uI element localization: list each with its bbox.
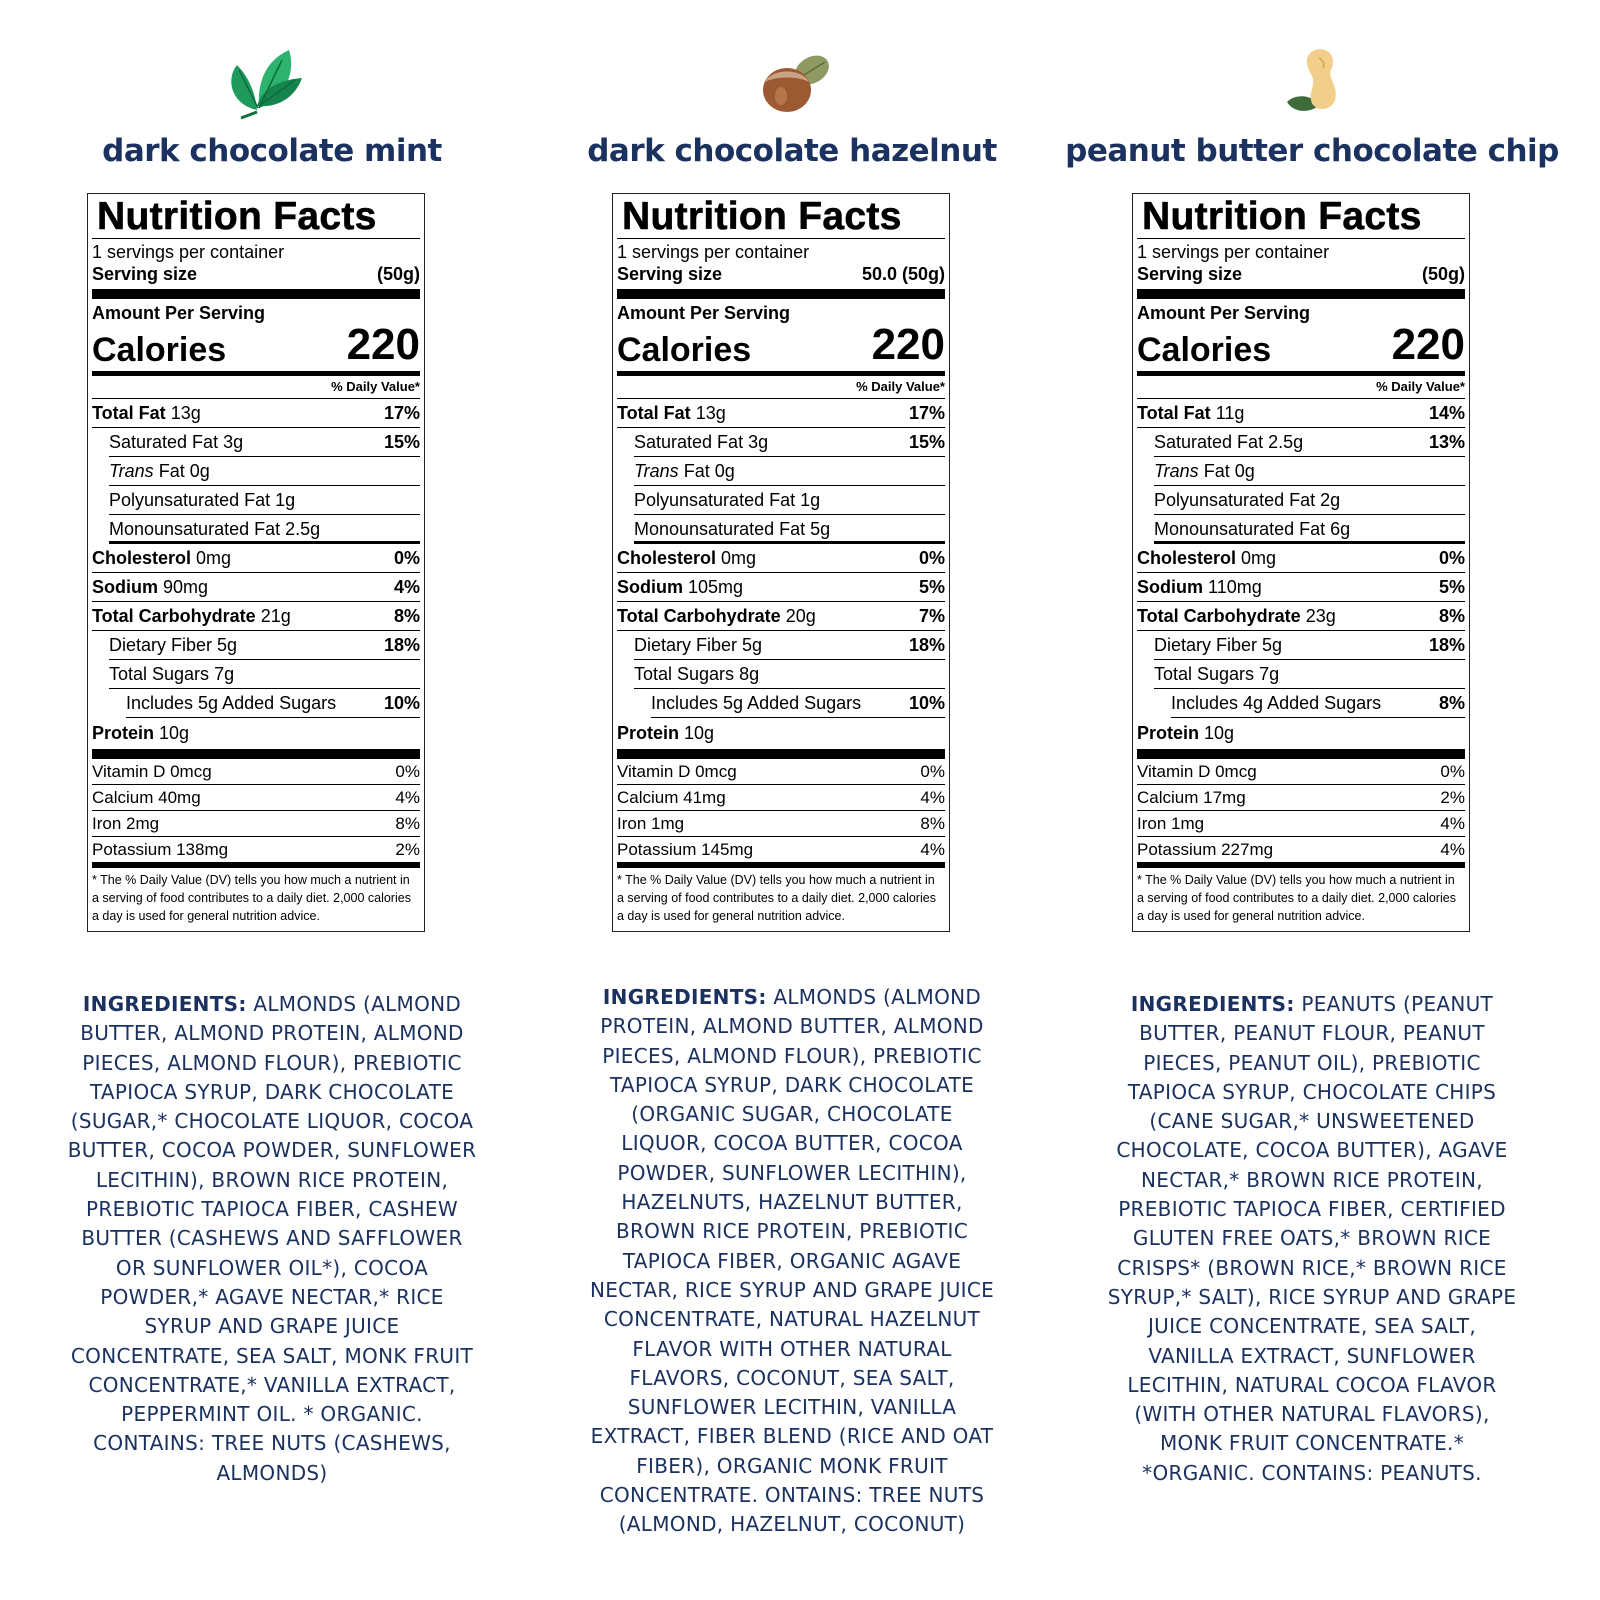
nutrient-name: Total Fat 13g [617,403,726,423]
nutrient-row [92,399,420,428]
nutrient-row [92,718,420,749]
daily-value: 15% [383,432,420,452]
hazelnut-icon [747,40,837,125]
daily-value: 14% [1428,403,1465,423]
divider [617,749,945,759]
nutrient-name: Sodium 90mg [92,577,209,597]
nutrient-name: Dietary Fiber 5g [109,635,238,655]
calories-row: Calories 220 [92,320,420,369]
nutrient-name: Cholesterol 0mg [617,548,757,568]
daily-value: 13% [1428,432,1465,452]
nutrient-name: Protein 10g [92,723,190,743]
calories-value: 220 [346,320,420,369]
nutrition-facts-heading: Nutrition Facts [92,194,420,239]
nutrient-row [109,631,420,660]
nutrient-name: Total Fat 11g [1137,403,1245,423]
calories-row: Calories 220 [1137,320,1465,369]
nutrition-facts-label [1132,193,1470,932]
nutrient-name: Saturated Fat 3g [109,432,244,452]
nutrient-row [634,486,945,515]
vitamin-row: Potassium 145mg 4% [617,837,945,863]
daily-value: 17% [908,403,945,423]
daily-value-header: % Daily Value* [92,376,420,399]
nutrient-name: Includes 5g Added Sugars [651,693,862,713]
nutrient-name: Total Carbohydrate 21g [92,606,291,626]
nutrient-row [1171,689,1465,718]
nutrient-row [634,631,945,660]
nutrient-row [617,544,945,573]
vitamin-row: Iron 1mg 4% [1137,811,1465,837]
daily-value: 18% [383,635,420,655]
vitamin-row: Calcium 41mg 4% [617,785,945,811]
nutrition-facts-heading: Nutrition Facts [617,194,945,239]
nutrition-facts-label [87,193,425,932]
nutrient-name: Dietary Fiber 5g [1154,635,1283,655]
nutrient-name: Dietary Fiber 5g [634,635,763,655]
daily-value: 4% [393,577,420,597]
nutrient-name: Monounsaturated Fat 5g [634,519,831,539]
daily-value: 0% [1438,548,1465,568]
daily-value: 18% [908,635,945,655]
nutrient-row [109,428,420,457]
daily-value: 5% [918,577,945,597]
nutrient-row [109,486,420,515]
ingredients-text: INGREDIENTS: ALMONDS (ALMOND PROTEIN, ALMOND BUTTER, ALMOND PIECES, ALMOND FLOUR), PREBIOTIC TAPIOCA SYRUP, DARK CHOCOLATE (ORGANIC SUGAR, CHOCOLATE LIQUOR, COCOA BUTTER, COCOA POWDER, SUNFLOWER LECITHIN), HAZELNUTS, HAZELNUT BUTTER, BROWN RICE PROTEIN, PREBIOTIC TAPIOCA FIBER, ORGANIC AGAVE NECTAR, RICE SYRUP AND GRAPE JUICE CONCENTRATE, NATURAL HAZELNUT FLAVOR WITH OTHER NATURAL FLAVORS, COCONUT, SEA SALT, SUNFLOWER LECITHIN, VANILLA EXTRACT, FIBER BLEND (RICE AND OAT FIBER), ORGANIC MONK FRUIT CONCENTRATE. ONTAINS: TREE NUTS (ALMOND, HAZELNUT, COCONUT) [589,985,995,1537]
footnote: * The % Daily Value (DV) tells you how much a nutrient in a serving of food contributes to a daily diet. 2,000 calories a day is used for general nutrition advice. [92,863,420,925]
vitamin-row: Vitamin D 0mcg 0% [92,759,420,785]
daily-value-header: % Daily Value* [617,376,945,399]
nutrient-name: Monounsaturated Fat 2.5g [109,519,321,539]
daily-value: 10% [908,693,945,713]
nutrient-row [617,399,945,428]
product-column [532,0,1052,1600]
divider [92,289,420,299]
daily-value: 10% [383,693,420,713]
servings-per-container: 1 servings per container [617,242,810,262]
daily-value-header: % Daily Value* [1137,376,1465,399]
vitamin-row: Calcium 40mg 4% [92,785,420,811]
daily-value: 0% [918,548,945,568]
nutrient-row [109,515,420,544]
divider [1137,749,1465,759]
nutrient-row [1154,428,1465,457]
nutrient-name: Trans Fat 0g [109,461,210,481]
daily-value: 18% [1428,635,1465,655]
divider [92,749,420,759]
nutrition-facts-heading: Nutrition Facts [1137,194,1465,239]
daily-value: 5% [1438,577,1465,597]
amount-per-serving: Amount Per Serving [1137,303,1311,323]
nutrition-facts-label [612,193,950,932]
product-column [12,0,532,1600]
nutrient-name: Sodium 110mg [1137,577,1262,597]
nutrient-name: Polyunsaturated Fat 2g [1154,490,1341,510]
nutrient-name: Cholesterol 0mg [92,548,232,568]
product-column [1052,0,1572,1600]
daily-value: 8% [1438,606,1465,626]
nutrient-name: Trans Fat 0g [1154,461,1255,481]
servings-per-container: 1 servings per container [92,242,285,262]
product-title: peanut butter chocolate chip [1065,133,1559,169]
nutrient-row [634,515,945,544]
nutrient-row [1137,718,1465,749]
nutrient-row [634,428,945,457]
nutrient-name: Protein 10g [1137,723,1235,743]
serving-size: Serving size (50g) [1137,264,1465,284]
calories-value: 220 [1391,320,1465,369]
nutrient-name: Cholesterol 0mg [1137,548,1277,568]
ingredients-text: INGREDIENTS: PEANUTS (PEANUT BUTTER, PEANUT FLOUR, PEANUT PIECES, PEANUT OIL), PREBIOTIC TAPIOCA SYRUP, CHOCOLATE CHIPS (CANE SUGAR,* UNSWEETENED CHOCOLATE, COCOA BUTTER), AGAVE NECTAR,* BROWN RICE PROTEIN, PREBIOTIC TAPIOCA FIBER, CERTIFIED GLUTEN FREE OATS,* BROWN RICE CRISPS* (BROWN RICE,* BROWN RICE SYRUP,* SALT), RICE SYRUP AND GRAPE JUICE CONCENTRATE, SEA SALT, VANILLA EXTRACT, SUNFLOWER LECITHIN, NATURAL COCOA FLAVOR (WITH OTHER NATURAL FLAVORS), MONK FRUIT CONCENTRATE.* *ORGANIC. CONTAINS: PEANUTS. [1107,992,1517,1485]
nutrient-name: Total Sugars 7g [109,664,235,684]
nutrient-name: Trans Fat 0g [634,461,735,481]
product-title: dark chocolate hazelnut [587,133,997,169]
nutrient-name: Protein 10g [617,723,715,743]
servings-per-container: 1 servings per container [1137,242,1330,262]
daily-value: 8% [393,606,420,626]
nutrient-row [1154,515,1465,544]
nutrient-name: Includes 5g Added Sugars [126,693,337,713]
divider [1137,289,1465,299]
nutrient-name: Polyunsaturated Fat 1g [109,490,296,510]
nutrient-row [1137,602,1465,631]
footnote: * The % Daily Value (DV) tells you how much a nutrient in a serving of food contributes to a daily diet. 2,000 calories a day is used for general nutrition advice. [617,863,945,925]
vitamin-row: Potassium 227mg 4% [1137,837,1465,863]
nutrient-row [634,457,945,486]
nutrient-name: Total Fat 13g [92,403,201,423]
daily-value: 15% [908,432,945,452]
nutrient-row [617,573,945,602]
nutrient-row [1154,486,1465,515]
nutrient-name: Saturated Fat 2.5g [1154,432,1304,452]
serving-size: Serving size (50g) [92,264,420,284]
nutrient-name: Includes 4g Added Sugars [1171,693,1382,713]
nutrient-name: Total Sugars 8g [634,664,760,684]
vitamin-row: Iron 2mg 8% [92,811,420,837]
nutrient-name: Saturated Fat 3g [634,432,769,452]
daily-value: 0% [393,548,420,568]
daily-value: 17% [383,403,420,423]
serving-size: Serving size 50.0 (50g) [617,264,945,284]
nutrient-name: Sodium 105mg [617,577,744,597]
nutrient-row [109,457,420,486]
nutrient-row [1154,660,1465,689]
vitamin-row: Iron 1mg 8% [617,811,945,837]
nutrient-name: Total Carbohydrate 20g [617,606,816,626]
mint-leaf-icon [217,40,307,125]
nutrient-name: Total Carbohydrate 23g [1137,606,1336,626]
nutrient-row [1137,573,1465,602]
nutrient-row [617,602,945,631]
vitamin-row: Vitamin D 0mcg 0% [1137,759,1465,785]
nutrient-row [617,718,945,749]
nutrient-name: Monounsaturated Fat 6g [1154,519,1351,539]
vitamin-row: Calcium 17mg 2% [1137,785,1465,811]
ingredients-text: INGREDIENTS: ALMONDS (ALMOND BUTTER, ALMOND PROTEIN, ALMOND PIECES, ALMOND FLOUR), PREBIOTIC TAPIOCA SYRUP, DARK CHOCOLATE (SUGAR,* CHOCOLATE LIQUOR, COCOA BUTTER, COCOA POWDER, SUNFLOWER LECITHIN), BROWN RICE PROTEIN, PREBIOTIC TAPIOCA FIBER, CASHEW BUTTER (CASHEWS AND SAFFLOWER OR SUNFLOWER OIL*), COCOA POWDER,* AGAVE NECTAR,* RICE SYRUP AND GRAPE JUICE CONCENTRATE, SEA SALT, MONK FRUIT CONCENTRATE,* VANILLA EXTRACT, PEPPERMINT OIL. * ORGANIC. CONTAINS: TREE NUTS (CASHEWS, ALMONDS) [67,992,477,1485]
nutrient-row [1154,631,1465,660]
nutrient-row [92,544,420,573]
nutrient-row [1137,544,1465,573]
nutrient-name: Polyunsaturated Fat 1g [634,490,821,510]
nutrient-row [109,660,420,689]
nutrient-row [651,689,945,718]
nutrient-row [92,573,420,602]
calories-row: Calories 220 [617,320,945,369]
calories-value: 220 [871,320,945,369]
amount-per-serving: Amount Per Serving [617,303,791,323]
peanut-icon [1267,40,1357,125]
nutrient-row [1137,399,1465,428]
divider [617,289,945,299]
footnote: * The % Daily Value (DV) tells you how much a nutrient in a serving of food contributes to a daily diet. 2,000 calories a day is used for general nutrition advice. [1137,863,1465,925]
nutrient-row [1154,457,1465,486]
vitamin-row: Potassium 138mg 2% [92,837,420,863]
daily-value: 8% [1438,693,1465,713]
nutrient-name: Total Sugars 7g [1154,664,1280,684]
vitamin-row: Vitamin D 0mcg 0% [617,759,945,785]
nutrient-row [126,689,420,718]
daily-value: 7% [918,606,945,626]
nutrient-row [634,660,945,689]
amount-per-serving: Amount Per Serving [92,303,266,323]
nutrient-row [92,602,420,631]
product-title: dark chocolate mint [102,133,442,169]
